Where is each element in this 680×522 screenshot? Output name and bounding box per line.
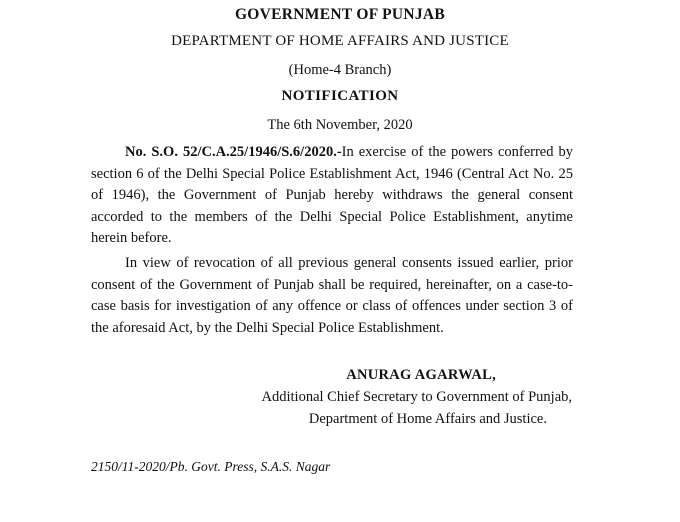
notification-title: NOTIFICATION — [281, 88, 399, 104]
consent-text: In view of revocation of all previous general consents issued earlier, prior consent of the Government of Punjab shall be required, hereinafter, on a case-to-case basis for investigation of any offence or class of offences under section 3 of the aforesaid Act, by the Delhi Special Police Establishment. — [91, 255, 573, 336]
signatory-department: Department of Home Affairs and Justice. — [308, 411, 547, 427]
signatory-name: ANURAG AGARWAL, — [346, 367, 496, 383]
notification-date: The 6th November, 2020 — [267, 117, 413, 133]
branch-heading: (Home-4 Branch) — [288, 62, 392, 78]
order-text: In exercise of the powers conferred by section 6 of the Delhi Special Police Establishment Act, 1946 (Central Act No. 25 of 1946), the Government of Punjab hereby withdraws the general consent accorded to the members of the Delhi Special Police Establishment, anytime herein before. — [91, 144, 573, 246]
paragraph-order — [91, 142, 573, 250]
press-footer: 2150/11-2020/Pb. Govt. Press, S.A.S. Nagar — [91, 459, 331, 474]
government-heading: GOVERNMENT OF PUNJAB — [234, 6, 446, 23]
order-reference-number: No. S.O. 52/C.A.25/1946/S.6/2020.- — [125, 144, 342, 160]
paragraph-consent — [91, 253, 573, 339]
department-heading: DEPARTMENT OF HOME AFFAIRS AND JUSTICE — [171, 33, 509, 49]
signatory-title: Additional Chief Secretary to Government of Punjab, — [261, 389, 572, 405]
